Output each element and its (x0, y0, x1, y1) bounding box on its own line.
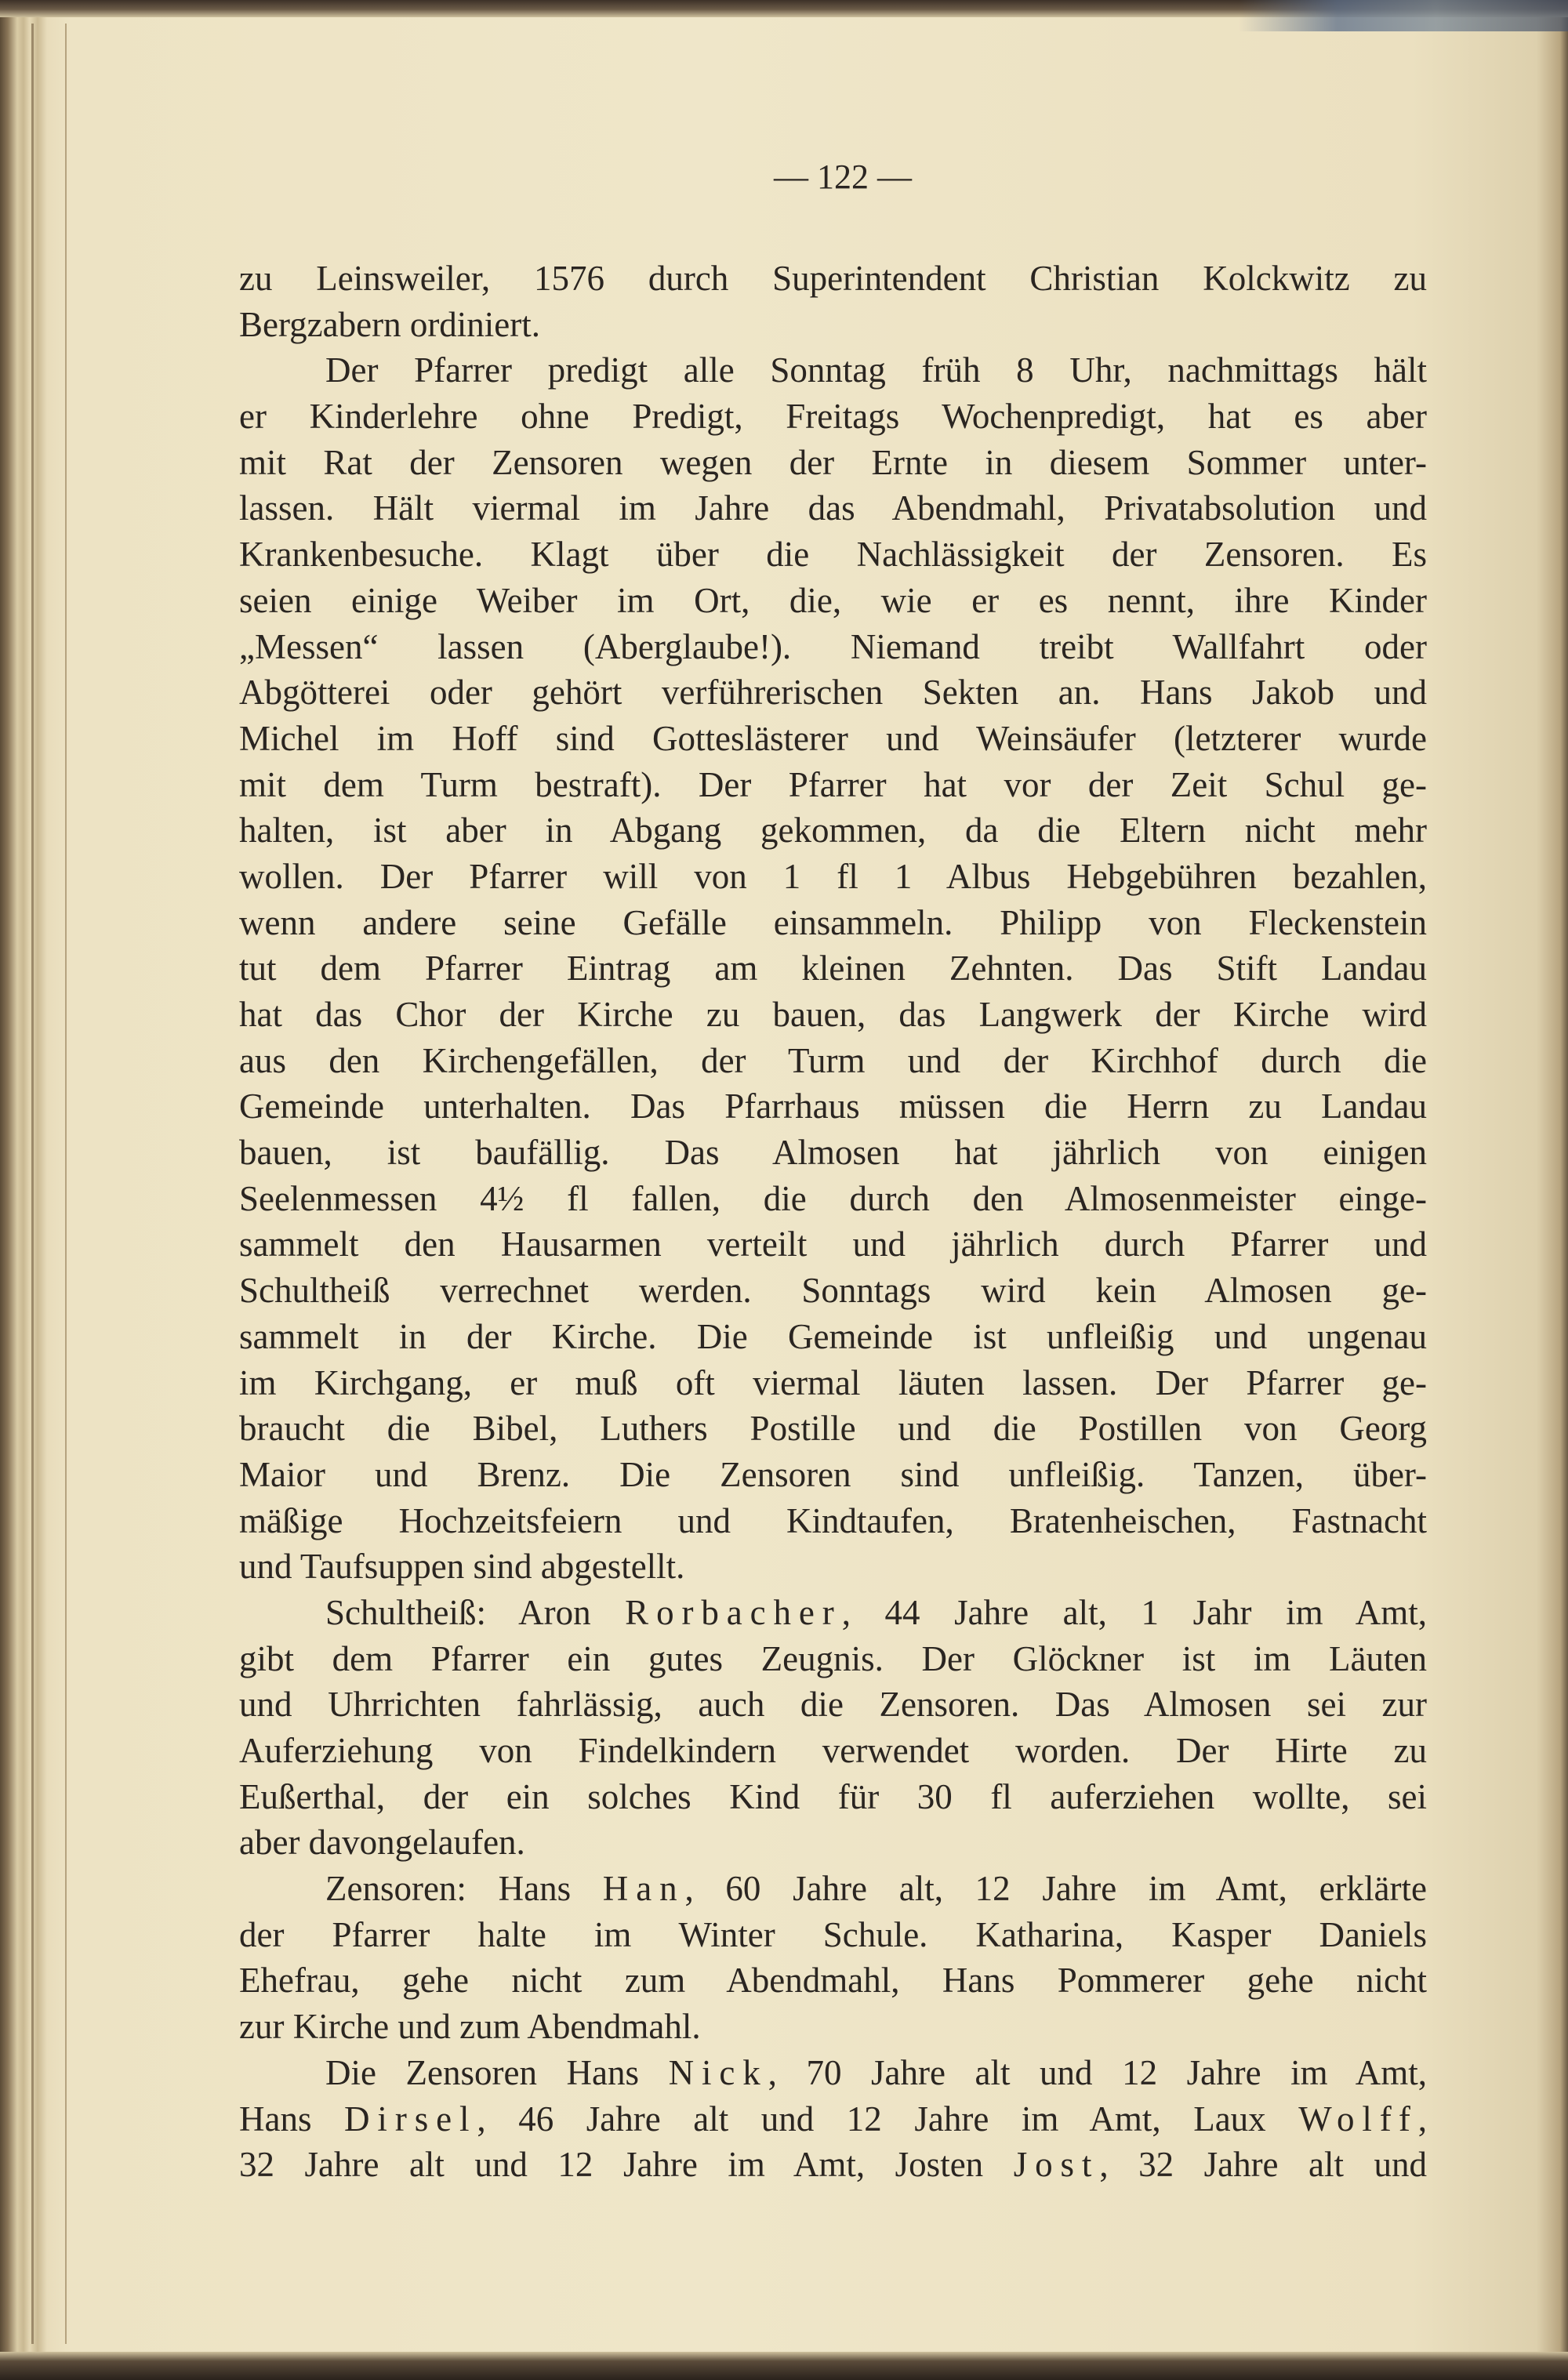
text-line (239, 1728, 1427, 1774)
text-line (239, 302, 1427, 348)
text-segment: zu Leinsweiler, 1576 durch Superintendent Christian Kolckwitz zu (239, 259, 1427, 298)
text-segment: tut dem Pfarrer Eintrag am kleinen Zehnten. Das Stift Landau (239, 949, 1427, 989)
text-line (239, 1866, 1427, 1912)
text-segment: Hans (239, 2099, 345, 2139)
text-segment: „Messen“ lassen (Aberglaube!). Niemand treibt Wallfahrt oder (239, 626, 1427, 666)
text-line (239, 2050, 1427, 2096)
text-line (239, 1819, 1427, 1866)
text-line (239, 440, 1427, 486)
text-segment: aus den Kirchengefällen, der Turm und der Kirchhof durch die (239, 1040, 1427, 1080)
text-segment: Gemeinde unterhalten. Das Pfarrhaus müssen die Herrn zu Landau (239, 1087, 1427, 1127)
text-line (239, 854, 1427, 900)
spaced-name: Nick (668, 2052, 768, 2092)
text-line (239, 1221, 1427, 1268)
spaced-name: Dirsel (344, 2099, 477, 2139)
text-segment: wollen. Der Pfarrer will von 1 fl 1 Albus Hebgebühren bezahlen, (239, 856, 1427, 896)
text-segment: Schultheiß: Aron (325, 1592, 626, 1632)
text-segment: Auferziehung von Findelkindern verwendet worden. Der Hirte zu (239, 1731, 1427, 1770)
spaced-name: Rorbacher (625, 1592, 842, 1632)
text-segment: , (1417, 2099, 1427, 2139)
text-line (239, 669, 1427, 716)
text-segment: , 44 Jahre alt, 1 Jahr im Amt, (841, 1592, 1427, 1632)
text-line (239, 2142, 1427, 2188)
text-segment: Krankenbesuche. Klagt über die Nachlässigkeit der Zensoren. Es (239, 535, 1427, 575)
text-segment: sammelt den Hausarmen verteilt und jährlich durch Pfarrer und (239, 1224, 1427, 1264)
text-line (239, 807, 1427, 854)
text-line (239, 1636, 1427, 1682)
text-line (239, 1083, 1427, 1130)
text-segment: seien einige Weiber im Ort, die, wie er es nennt, ihre Kinder (239, 580, 1427, 620)
text-segment: und Taufsuppen sind abgestellt. (239, 1547, 685, 1587)
text-segment: Ehefrau, gehe nicht zum Abendmahl, Hans Pommerer gehe nicht (239, 1961, 1427, 2001)
text-segment: braucht die Bibel, Luthers Postille und die Postillen von Georg (239, 1409, 1427, 1449)
text-line (239, 945, 1427, 992)
spaced-name: Jost (1013, 2145, 1100, 2185)
text-line (239, 256, 1427, 302)
text-segment: 32 Jahre alt und 12 Jahre im Amt, Josten (239, 2145, 1014, 2185)
text-segment: Abgötterei oder gehört verführerischen Sekten an. Hans Jakob und (239, 673, 1427, 713)
text-line (239, 1498, 1427, 1544)
text-line (239, 485, 1427, 532)
text-segment: Seelenmessen 4½ fl fallen, die durch den Almosenmeister einge- (239, 1178, 1427, 1218)
text-line (239, 2096, 1427, 2142)
text-segment: , 32 Jahre alt und (1099, 2145, 1428, 2185)
page-edges (31, 24, 67, 2344)
text-segment: lassen. Hält viermal im Jahre das Abendmahl, Privatabsolution und (239, 488, 1427, 528)
text-line (239, 1360, 1427, 1406)
text-line (239, 347, 1427, 394)
text-segment: wenn andere seine Gefälle einsammeln. Philipp von Fleckenstein (239, 902, 1427, 942)
text-line (239, 1268, 1427, 1314)
body-text (239, 256, 1427, 2188)
text-line (239, 1590, 1427, 1636)
text-segment: und Uhrrichten fahrlässig, auch die Zensoren. Das Almosen sei zur (239, 1685, 1427, 1725)
text-segment: mit Rat der Zensoren wegen der Ernte in diesem Sommer unter- (239, 442, 1427, 482)
text-segment: der Pfarrer halte im Winter Schule. Katharina, Kasper Daniels (239, 1914, 1427, 1954)
text-line (239, 1130, 1427, 1176)
text-segment: im Kirchgang, er muß oft viermal läuten lassen. Der Pfarrer ge- (239, 1362, 1427, 1402)
text-segment: Die Zensoren Hans (325, 2052, 669, 2092)
text-line (239, 762, 1427, 808)
text-segment: mit dem Turm bestraft). Der Pfarrer hat vor der Zeit Schul ge- (239, 764, 1427, 804)
text-segment: gibt dem Pfarrer ein gutes Zeugnis. Der Glöckner ist im Läuten (239, 1638, 1427, 1678)
spaced-name: Han (602, 1869, 685, 1909)
text-line (239, 394, 1427, 440)
text-segment: sammelt in der Kirche. Die Gemeinde ist unfleißig und ungenau (239, 1316, 1427, 1356)
text-line (239, 1452, 1427, 1498)
text-line (239, 1682, 1427, 1728)
text-line (239, 624, 1427, 670)
text-line (239, 1406, 1427, 1452)
text-line (239, 1912, 1427, 1958)
text-segment: Zensoren: Hans (325, 1869, 603, 1909)
spaced-name: Wolff (1298, 2099, 1418, 2139)
text-segment: Michel im Hoff sind Gotteslästerer und Weinsäufer (letzterer wurde (239, 718, 1427, 758)
text-segment: , 60 Jahre alt, 12 Jahre im Amt, erklärte (684, 1869, 1427, 1909)
text-segment: Bergzabern ordiniert. (239, 304, 541, 344)
text-segment: er Kinderlehre ohne Predigt, Freitags Wochenpredigt, hat es aber (239, 397, 1427, 437)
text-segment: zur Kirche und zum Abendmahl. (239, 2007, 701, 2047)
text-segment: Der Pfarrer predigt alle Sonntag früh 8 Uhr, nachmittags hält (325, 350, 1427, 390)
text-segment: bauen, ist baufällig. Das Almosen hat jährlich von einigen (239, 1133, 1427, 1173)
text-line (239, 1038, 1427, 1084)
text-line (239, 1774, 1427, 1820)
text-line (239, 900, 1427, 946)
text-line (239, 992, 1427, 1038)
binding-tape (1239, 0, 1568, 31)
page-number: — 122 — (774, 158, 912, 196)
text-line (239, 578, 1427, 624)
text-line (239, 1544, 1427, 1590)
bottom-edge (0, 2352, 1568, 2380)
text-line (239, 532, 1427, 578)
text-segment: mäßige Hochzeitsfeiern und Kindtaufen, Bratenheischen, Fastnacht (239, 1500, 1427, 1540)
text-line (239, 1957, 1427, 2004)
text-line (239, 716, 1427, 762)
text-line (239, 1314, 1427, 1360)
text-segment: aber davongelaufen. (239, 1823, 525, 1863)
text-line (239, 1176, 1427, 1222)
text-segment: , 46 Jahre alt und 12 Jahre im Amt, Laux (477, 2099, 1299, 2139)
text-segment: Eußerthal, der ein solches Kind für 30 fl auferziehen wollte, sei (239, 1776, 1427, 1816)
text-line (239, 2004, 1427, 2050)
text-segment: Maior und Brenz. Die Zensoren sind unfleißig. Tanzen, über- (239, 1454, 1427, 1494)
text-segment: Schultheiß verrechnet werden. Sonntags wird kein Almosen ge- (239, 1271, 1427, 1311)
text-segment: , 70 Jahre alt und 12 Jahre im Amt, (768, 2052, 1427, 2092)
text-segment: halten, ist aber in Abgang gekommen, da die Eltern nicht mehr (239, 811, 1427, 851)
text-segment: hat das Chor der Kirche zu bauen, das Langwerk der Kirche wird (239, 995, 1427, 1034)
